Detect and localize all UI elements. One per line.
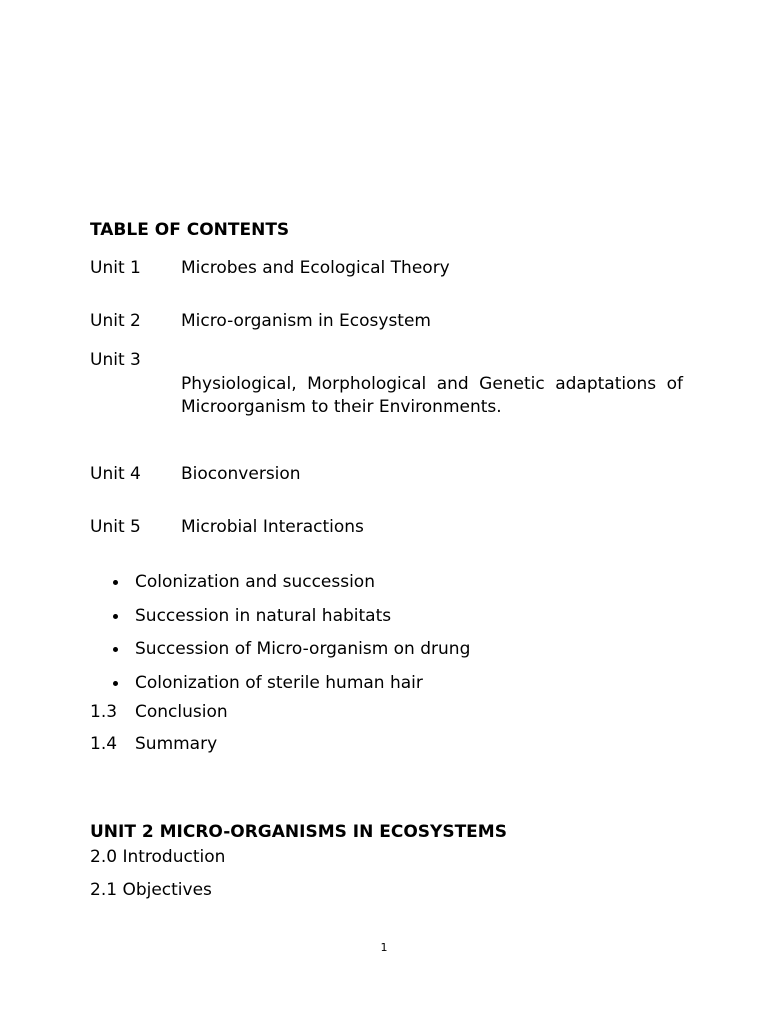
bullet-item: Succession in natural habitats bbox=[135, 606, 392, 626]
bullet-item: Colonization and succession bbox=[135, 572, 375, 592]
unit-3-title: Physiological, Morphological and Genetic adaptations of Microorganism to their Environments. bbox=[181, 374, 683, 417]
bullet-icon bbox=[112, 647, 120, 655]
unit-2-title: Micro-organism in Ecosystem bbox=[181, 311, 431, 331]
unit-4-label: Unit 4 bbox=[90, 464, 141, 484]
bullet-icon bbox=[112, 681, 120, 689]
unit-3-label: Unit 3 bbox=[90, 350, 141, 370]
section-title: Summary bbox=[135, 734, 218, 754]
unit-2-heading: UNIT 2 MICRO-ORGANISMS IN ECOSYSTEMS bbox=[90, 822, 507, 842]
unit-1-label: Unit 1 bbox=[90, 258, 141, 278]
bullet-item: Colonization of sterile human hair bbox=[135, 673, 423, 693]
bullet-icon bbox=[112, 614, 120, 622]
section-title: Conclusion bbox=[135, 702, 228, 722]
unit-2-item: 2.0 Introduction bbox=[90, 847, 226, 867]
bullet-item: Succession of Micro-organism on drung bbox=[135, 639, 471, 659]
unit-5-label: Unit 5 bbox=[90, 517, 141, 537]
unit-5-title: Microbial Interactions bbox=[181, 517, 364, 537]
unit-2-label: Unit 2 bbox=[90, 311, 141, 331]
toc-heading: TABLE OF CONTENTS bbox=[90, 220, 290, 240]
section-number: 1.4 bbox=[90, 734, 118, 754]
bullet-icon bbox=[112, 580, 120, 588]
page-number: 1 bbox=[380, 941, 388, 954]
unit-4-title: Bioconversion bbox=[181, 464, 301, 484]
section-number: 1.3 bbox=[90, 702, 118, 722]
unit-2-item: 2.1 Objectives bbox=[90, 880, 212, 900]
unit-1-title: Microbes and Ecological Theory bbox=[181, 258, 450, 278]
